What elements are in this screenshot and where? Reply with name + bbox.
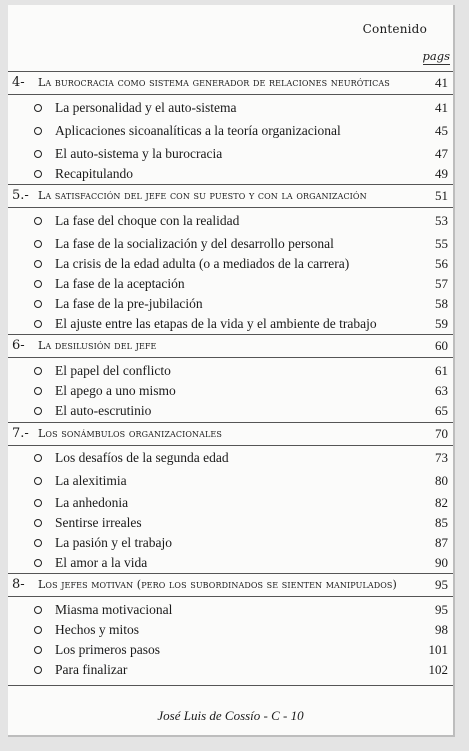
page-number: 53 [435,213,448,228]
document-page [8,5,455,737]
chapter-entry [8,74,453,94]
page-number: 45 [435,123,448,138]
page-number: 73 [435,450,448,465]
circle-bullet-icon [34,300,42,308]
page-number: 51 [435,188,448,203]
page-number: 98 [435,622,448,637]
circle-bullet-icon [34,280,42,288]
section-entry [8,382,453,402]
circle-bullet-icon [34,260,42,268]
circle-bullet-icon [34,539,42,547]
section-title: El papel del conflicto [55,363,171,378]
circle-bullet-icon [34,559,42,567]
section-entry [8,165,453,185]
circle-bullet-icon [34,127,42,135]
page-number: 60 [435,338,448,353]
section-title: El auto-escrutinio [55,403,152,418]
chapter-title: La satisfacción del jefe con su puesto y con la organización [38,189,367,202]
circle-bullet-icon [34,666,42,674]
circle-bullet-icon [34,150,42,158]
circle-bullet-icon [34,477,42,485]
section-title: Hechos y mitos [55,622,139,637]
section-entry [8,402,453,422]
section-title: El auto-sistema y la burocracia [55,146,223,161]
section-entry [8,494,453,514]
page-number: 55 [435,236,448,251]
section-entry [8,554,453,574]
chapter-title: La burocracia como sistema generador de relaciones neuróticas [38,76,390,89]
chapter-number: 7.- [12,426,29,441]
section-title: La pasión y el trabajo [55,535,172,550]
chapter-title: La desilusión del jefe [38,339,157,352]
circle-bullet-icon [34,240,42,248]
circle-bullet-icon [34,387,42,395]
divider [8,94,453,95]
section-entry [8,122,453,142]
page-number: 57 [435,276,448,291]
circle-bullet-icon [34,407,42,415]
section-entry [8,661,453,681]
chapter-entry [8,425,453,445]
section-title: Sentirse irreales [55,515,142,530]
section-title: Para finalizar [55,662,128,677]
section-title: Los desafíos de la segunda edad [55,450,229,465]
section-entry [8,145,453,165]
section-title: La personalidad y el auto-sistema [55,100,237,115]
section-entry [8,621,453,641]
section-title: La fase de la socialización y del desarrollo personal [55,236,334,251]
table-of-contents [8,5,453,735]
page-number: 41 [435,75,448,90]
section-entry [8,255,453,275]
section-entry [8,472,453,492]
page-number: 95 [435,577,448,592]
divider [8,422,453,423]
divider [8,184,453,185]
section-title: La fase de la pre-jubilación [55,296,203,311]
page-footer: José Luis de Cossío - C - 10 [157,708,304,723]
page-number: 102 [428,662,448,677]
page-number: 85 [435,515,448,530]
section-title: Miasma motivacional [55,602,173,617]
page-number: 56 [435,256,448,271]
page-number: 90 [435,555,448,570]
chapter-number: 4- [12,75,25,90]
chapter-entry [8,576,453,596]
section-title: La fase de la aceptación [55,276,185,291]
section-title: El ajuste entre las etapas de la vida y el ambiente de trabajo [55,316,377,331]
circle-bullet-icon [34,367,42,375]
page-number: 58 [435,296,448,311]
section-entry [8,514,453,534]
divider [8,207,453,208]
circle-bullet-icon [34,170,42,178]
page-number: 65 [435,403,448,418]
circle-bullet-icon [34,606,42,614]
page-number: 59 [435,316,448,331]
page-number: 41 [435,100,448,115]
divider [8,357,453,358]
divider [8,445,453,446]
divider [8,334,453,335]
page-number: 82 [435,495,448,510]
circle-bullet-icon [34,646,42,654]
page-number: 47 [435,146,448,161]
page-number: 87 [435,535,448,550]
circle-bullet-icon [34,626,42,634]
divider [8,71,453,72]
chapter-title: Los jefes motivan (pero los subordinados se sienten manipulados) [38,578,397,591]
page-number: 101 [428,642,448,657]
chapter-entry [8,187,453,207]
page-number: 61 [435,363,448,378]
section-title: La crisis de la edad adulta (o a mediados de la carrera) [55,256,350,271]
section-entry [8,315,453,335]
page-number: 70 [435,426,448,441]
section-entry [8,362,453,382]
page-number: 95 [435,602,448,617]
page-header-title: Contenido [362,22,427,36]
section-entry [8,275,453,295]
section-entry [8,534,453,554]
chapter-number: 8- [12,577,25,592]
section-entry [8,235,453,255]
circle-bullet-icon [34,217,42,225]
chapter-number: 5.- [12,188,29,203]
divider [8,596,453,597]
circle-bullet-icon [34,320,42,328]
section-entry [8,295,453,315]
circle-bullet-icon [34,519,42,527]
circle-bullet-icon [34,499,42,507]
chapter-entry [8,337,453,357]
section-title: La anhedonia [55,495,129,510]
chapter-title: Los sonámbulos organizacionales [38,427,222,440]
section-entry [8,601,453,621]
divider [8,573,453,574]
section-entry [8,99,453,119]
circle-bullet-icon [34,104,42,112]
section-title: Aplicaciones sicoanalíticas a la teoría organizacional [55,123,341,138]
page-number: 63 [435,383,448,398]
page-number: 80 [435,473,448,488]
section-entry [8,212,453,232]
section-title: Los primeros pasos [55,642,160,657]
section-title: La alexitimia [55,473,127,488]
chapter-number: 6- [12,338,25,353]
section-title: La fase del choque con la realidad [55,213,240,228]
section-title: El amor a la vida [55,555,148,570]
divider [8,685,453,686]
section-title: Recapitulando [55,166,133,181]
section-entry [8,449,453,469]
pages-column-label: pags [422,49,450,63]
circle-bullet-icon [34,454,42,462]
section-entry [8,641,453,661]
section-title: El apego a uno mismo [55,383,176,398]
page-number: 49 [435,166,448,181]
